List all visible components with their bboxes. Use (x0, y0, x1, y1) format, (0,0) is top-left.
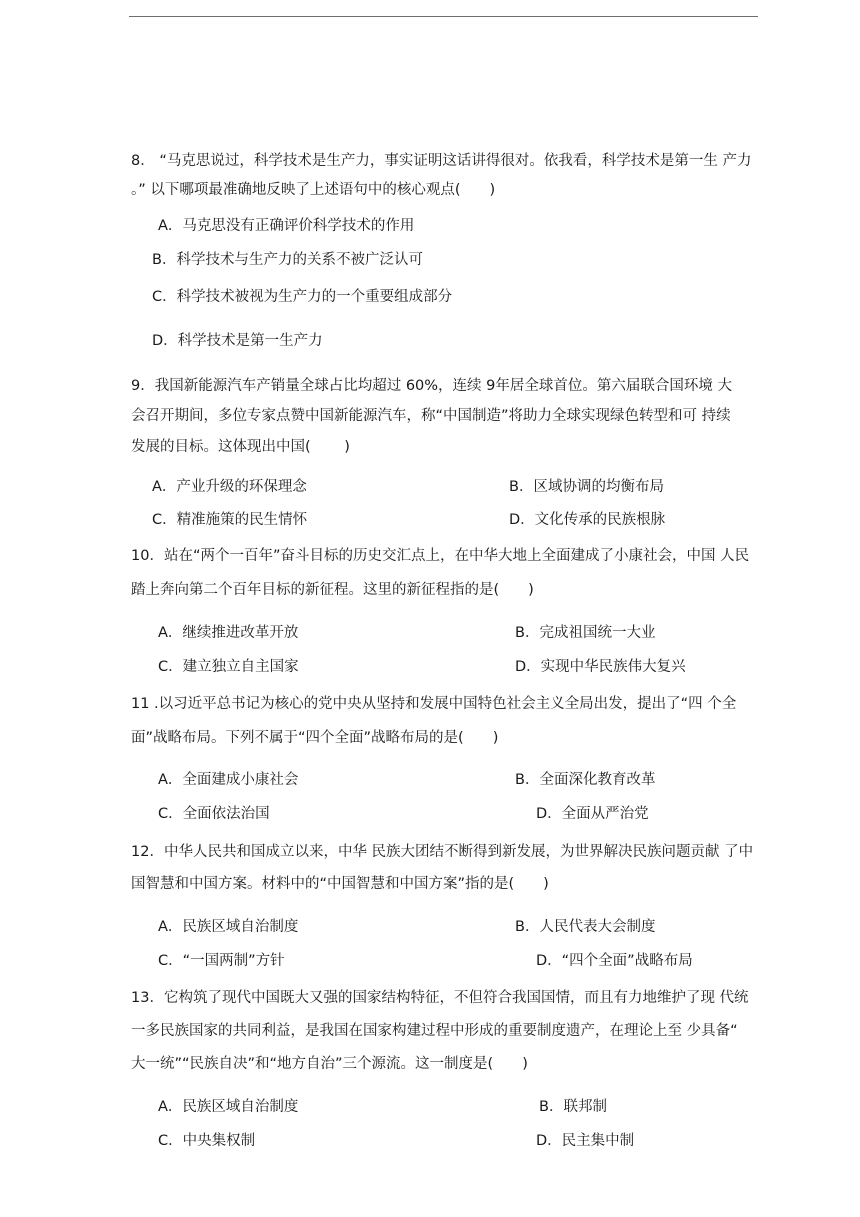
q11-option-c[interactable]: C．全面依法治国 (158, 806, 270, 822)
q9-option-b[interactable]: B．区域协调的均衡布局 (509, 479, 664, 495)
q11-option-b[interactable]: B．全面深化教育改革 (515, 772, 656, 788)
q8-stem-line-1: 8． “马克思说过，科学技术是生产力，事实证明这话讲得很对。依我看，科学技术是第一生 产力 (131, 153, 752, 169)
q9-option-a[interactable]: A．产业升级的环保理念 (152, 479, 307, 495)
q8-option-c[interactable]: C．科学技术被视为生产力的一个重要组成部分 (152, 289, 453, 305)
q9-option-c[interactable]: C．精准施策的民生情怀 (152, 512, 308, 528)
q8-stem-line-2: 。” 以下哪项最准确地反映了上述语句中的核心观点( ) (131, 182, 496, 198)
q12-stem-line-1: 12．中华人民共和国成立以来，中华 民族大团结不断得到新发展，为世界解决民族问题贡献 了中 (131, 844, 754, 860)
q11-option-d[interactable]: D．全面从严治党 (536, 806, 649, 822)
q11-stem-line-1: 11 .以习近平总书记为核心的党中央从坚持和发展中国特色社会主义全局出发，提出了“四 个全 (131, 696, 737, 712)
q10-option-a[interactable]: A．继续推进改革开放 (158, 625, 299, 641)
q9-option-d[interactable]: D．文化传承的民族根脉 (509, 512, 666, 528)
q13-option-c[interactable]: C．中央集权制 (158, 1133, 256, 1149)
q13-option-a[interactable]: A．民族区域自治制度 (158, 1099, 299, 1115)
q12-option-c[interactable]: C．“一国两制”方针 (158, 953, 285, 969)
q8-option-a[interactable]: A．马克思没有正确评价科学技术的作用 (158, 218, 415, 234)
q13-option-d[interactable]: D．民主集中制 (536, 1133, 635, 1149)
q13-option-b[interactable]: B．联邦制 (539, 1099, 607, 1115)
q13-stem-line-3: 大一统”“民族自决”和“地方自治”三个源流。这一制度是( ) (131, 1056, 528, 1072)
header-rule (129, 16, 758, 17)
q9-stem-line-2: 会召开期间，多位专家点赞中国新能源汽车，称“中国制造”将助力全球实现绿色转型和可 持续 (131, 408, 731, 424)
q12-option-d[interactable]: D．“四个全面”战略布局 (536, 953, 693, 969)
q12-option-a[interactable]: A．民族区域自治制度 (158, 919, 299, 935)
q12-option-b[interactable]: B．人民代表大会制度 (515, 919, 656, 935)
q13-stem-line-1: 13．它构筑了现代中国既大又强的国家结构特征，不但符合我国国情，而且有力地维护了现 代统 (131, 990, 749, 1006)
q10-stem-line-2: 踏上奔向第二个百年目标的新征程。这里的新征程指的是( ) (131, 582, 534, 598)
q8-option-b[interactable]: B．科学技术与生产力的关系不被广泛认可 (152, 252, 423, 268)
q11-option-a[interactable]: A．全面建成小康社会 (158, 772, 299, 788)
q10-option-b[interactable]: B．完成祖国统一大业 (515, 625, 656, 641)
q10-option-c[interactable]: C．建立独立自主国家 (158, 659, 299, 675)
q8-option-d[interactable]: D．科学技术是第一生产力 (152, 333, 323, 349)
q11-stem-line-2: 面”战略布局。下列不属于“四个全面”战略布局的是( ) (131, 730, 499, 746)
q9-stem-line-3: 发展的目标。这体现出中国( ) (131, 439, 350, 455)
q10-stem-line-1: 10．站在“两个一百年”奋斗目标的历史交汇点上，在中华大地上全面建成了小康社会，中国 人民 (131, 548, 750, 564)
q10-option-d[interactable]: D．实现中华民族伟大复兴 (515, 659, 686, 675)
q13-stem-line-2: 一多民族国家的共同利益，是我国在国家构建过程中形成的重要制度遗产，在理论上至 少具备“ (131, 1023, 738, 1039)
q12-stem-line-2: 国智慧和中国方案。材料中的“中国智慧和中国方案”指的是( ) (131, 876, 549, 892)
q9-stem-line-1: 9．我国新能源汽车产销量全球占比均超过 60%，连续 9年居全球首位。第六届联合国环境 大 (131, 378, 733, 394)
